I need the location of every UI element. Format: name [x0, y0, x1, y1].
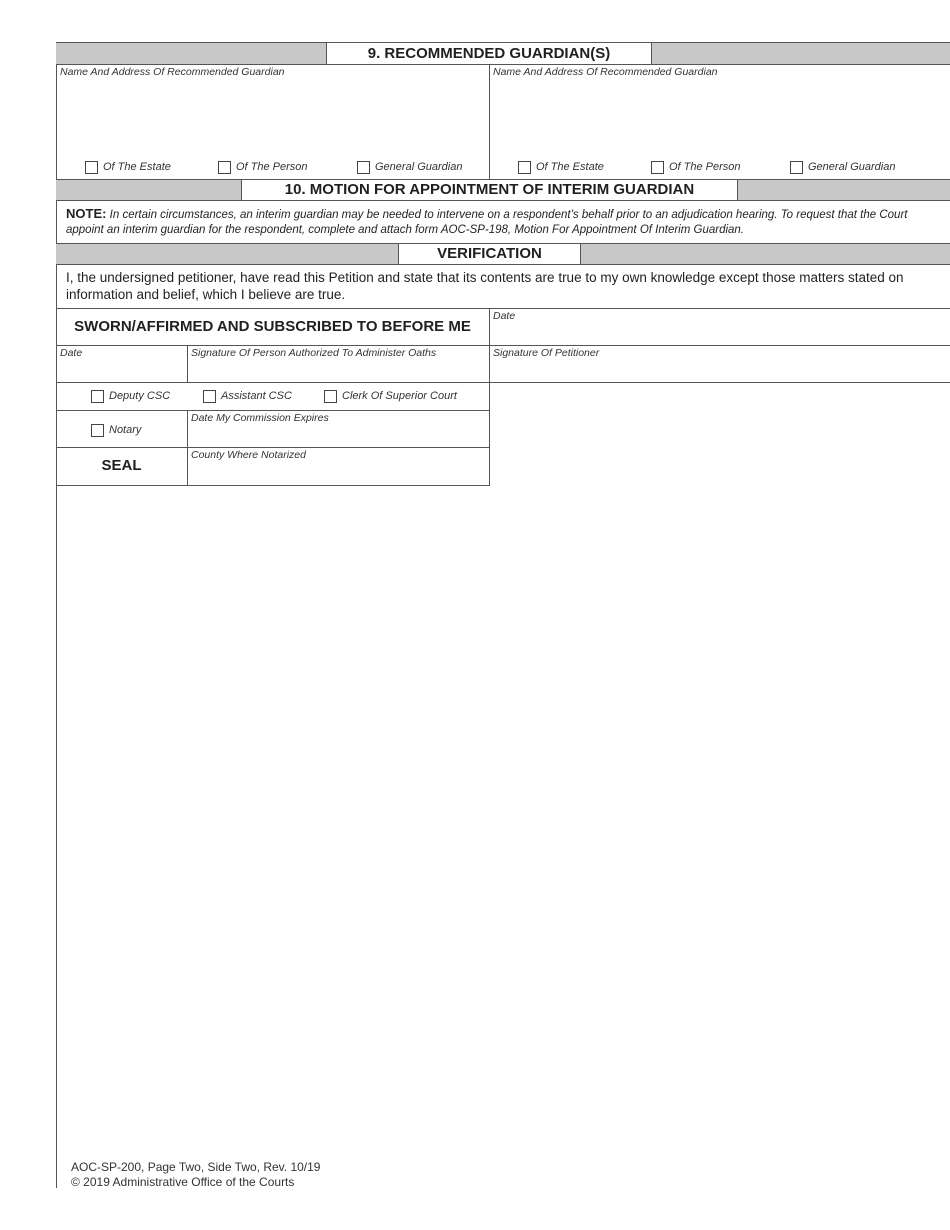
right-general-checkbox[interactable] — [790, 161, 803, 174]
left-person-label: Of The Person — [236, 161, 308, 173]
deputy-csc-label: Deputy CSC — [109, 390, 171, 402]
left-estate-label: Of The Estate — [103, 161, 171, 173]
right-person-checkbox[interactable] — [651, 161, 664, 174]
form-number: AOC-SP-200, Page Two, Side Two, Rev. 10/19 — [71, 1160, 321, 1174]
left-page-rule — [56, 42, 57, 1188]
note-text: In certain circumstances, an interim guardian may be needed to intervene on a respondent’s behalf prior to an adjudication hearing. To request that the Court appoint an interim guardian for the respondent, complete and attach form AOC-SP-198, Motion For Appointment Of Interim Guardian. — [66, 209, 908, 236]
notary-checkbox[interactable] — [91, 424, 104, 437]
clerk-superior-court-checkbox[interactable] — [324, 390, 337, 403]
guardian-left-label: Name And Address Of Recommended Guardian — [60, 66, 285, 78]
note-label: NOTE: — [66, 206, 107, 221]
right-estate-checkbox[interactable] — [518, 161, 531, 174]
left-estate-checkbox[interactable] — [85, 161, 98, 174]
copyright: © 2019 Administrative Office of the Courts — [71, 1175, 295, 1189]
section9-title: 9. RECOMMENDED GUARDIAN(S) — [326, 43, 652, 64]
assistant-csc-checkbox[interactable] — [203, 390, 216, 403]
authorized-signature-label: Signature Of Person Authorized To Administer Oaths — [191, 347, 437, 359]
petitioner-date-label: Date — [493, 310, 516, 322]
oath-date-label: Date — [60, 347, 83, 359]
verification-title: VERIFICATION — [398, 244, 581, 264]
notary-label: Notary — [109, 424, 142, 436]
left-person-checkbox[interactable] — [218, 161, 231, 174]
commission-expires-label: Date My Commission Expires — [191, 412, 329, 424]
sworn-heading: SWORN/AFFIRMED AND SUBSCRIBED TO BEFORE ME — [74, 318, 471, 335]
right-estate-label: Of The Estate — [536, 161, 604, 173]
left-general-checkbox[interactable] — [357, 161, 370, 174]
deputy-csc-checkbox[interactable] — [91, 390, 104, 403]
verification-statement: I, the undersigned petitioner, have read this Petition and state that its contents are true to my own knowledge except those matters stated on information and belief, which I believe are true. — [66, 270, 904, 302]
petitioner-signature-label: Signature Of Petitioner — [493, 347, 600, 359]
left-general-label: General Guardian — [375, 161, 463, 173]
right-person-label: Of The Person — [669, 161, 741, 173]
seal-label: SEAL — [101, 457, 142, 474]
assistant-csc-label: Assistant CSC — [221, 390, 292, 402]
interim-guardian-note — [66, 206, 936, 238]
section10-title: 10. MOTION FOR APPOINTMENT OF INTERIM GUARDIAN — [241, 180, 738, 200]
guardian-right-label: Name And Address Of Recommended Guardian — [493, 66, 718, 78]
county-notarized-label: County Where Notarized — [191, 449, 306, 461]
right-general-label: General Guardian — [808, 161, 896, 173]
clerk-superior-court-label: Clerk Of Superior Court — [342, 390, 457, 402]
